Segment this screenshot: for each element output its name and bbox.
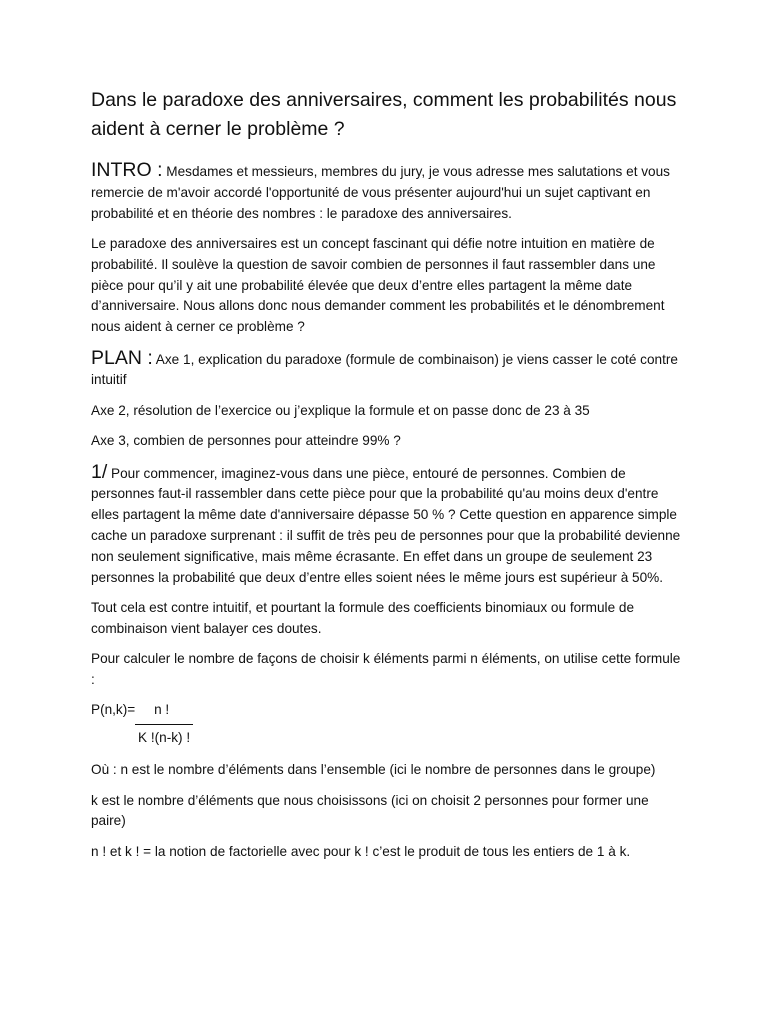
plan-axe-1-text: Axe 1, explication du paradoxe (formule de combinaison) je viens casser le coté contre intuitif [91,351,678,388]
document-title: Dans le paradoxe des anniversaires, comment les probabilités nous aident à cerner le problème ? [91,89,677,140]
part-1-paragraph [91,462,681,589]
document-page [91,86,681,872]
combination-formula [91,700,681,752]
intro-label: INTRO : [91,159,163,181]
plan-axe-1 [91,348,681,392]
intro-text: Mesdames et messieurs, membres du jury, je vous adresse mes salutations et vous remercie de m'avoir accordé l'opportunité de vous présenter aujourd'hui un sujet captivant en probabilité et en théorie des nombres : le paradoxe des anniversaires. [91,164,670,221]
contre-intuitif-paragraph: Tout cela est contre intuitif, et pourtant la formule des coefficients binomiaux ou formule de combinaison vient balayer ces doutes. [91,599,635,636]
intro-paragraph [91,160,681,224]
part-1-label: 1/ [91,460,108,483]
part-1-text: Pour commencer, imaginez-vous dans une pièce, entouré de personnes. Combien de personnes faut-il rassembler dans cette pièce pour que la probabilité qu'au moins deux d'entre elles partagent la même date d'anniversaire dépasse 50 % ? Cette question en apparence simple cache un paradoxe surprenant : il suffit de très peu de personnes pour que la probabilité devienne non seulement significative, mais même écrasante. En effet dans un groupe de seulement 23 personnes la probabilité que deux d’entre elles soient nées le même jours est supérieur à 50%. [91,465,681,585]
formula-numerator: P(n,k)= n ! [91,702,170,718]
plan-label: PLAN : [91,346,153,369]
calcul-paragraph: Pour calculer le nombre de façons de choisir k éléments parmi n éléments, on utilise cette formule : [91,651,681,687]
intro-paragraph-2: Le paradoxe des anniversaires est un concept fascinant qui défie notre intuition en matière de probabilité. Il soulève la question de savoir combien de personnes il faut rassembler dans une pièce pour qu’il y ait une probabilité élevée que deux d’entre elles partagent la même date d’anniversaire. Nous allons donc nous demander comment les probabilités et le dénombrement nous aident à cerner ce problème ? [91,235,665,335]
fraction-bar [135,724,193,725]
factorial-paragraph: n ! et k ! = la notion de factorielle avec pour k ! c’est le produit de tous les entiers de 1 à k. [91,843,631,859]
formula-denominator: K !(n-k) ! [138,730,191,746]
plan-axe-2: Axe 2, résolution de l’exercice ou j’explique la formule et on passe donc de 23 à 35 [91,402,590,418]
definition-n-paragraph: Où : n est le nombre d’éléments dans l’ensemble (ici le nombre de personnes dans le groupe) [91,762,656,778]
definition-k-paragraph: k est le nombre d’éléments que nous choisissons (ici on choisit 2 personnes pour former une paire) [91,792,649,829]
plan-axe-3: Axe 3, combien de personnes pour atteindre 99% ? [91,433,401,449]
